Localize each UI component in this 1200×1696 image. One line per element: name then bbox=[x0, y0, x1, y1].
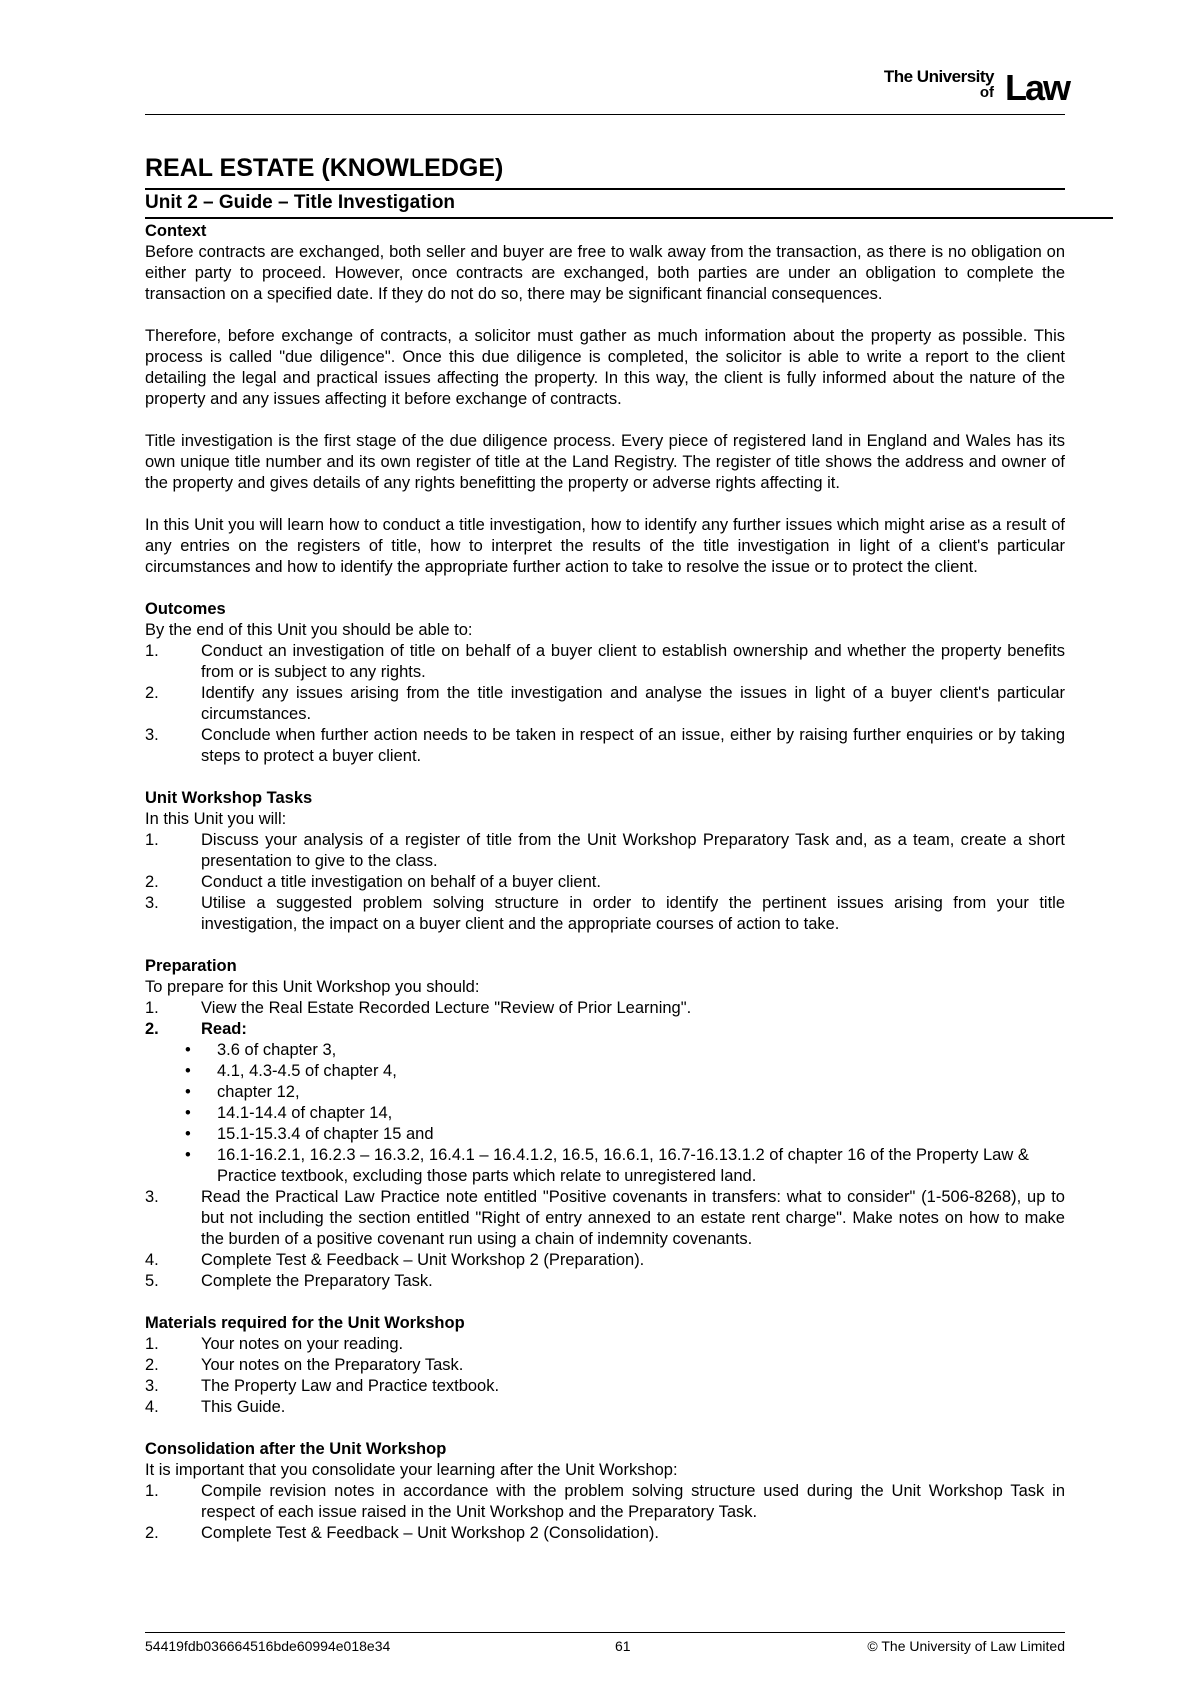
footer-doc-id: 54419fdb036664516bde60994e018e34 bbox=[145, 1638, 391, 1654]
preparation-section bbox=[145, 956, 1065, 1292]
list-number: 1. bbox=[145, 999, 159, 1017]
list-number: 2. bbox=[145, 1524, 159, 1542]
list-item bbox=[145, 893, 1065, 935]
bullet-item bbox=[145, 1145, 1065, 1187]
list-item bbox=[145, 683, 1065, 725]
list-text: The Property Law and Practice textbook. bbox=[201, 1377, 500, 1395]
list-text: Complete Test & Feedback – Unit Workshop 2 (Preparation). bbox=[201, 1251, 645, 1269]
logo-line-2: of bbox=[979, 84, 994, 101]
context-paragraph: In this Unit you will learn how to conduct a title investigation, how to identify any further issues which might arise as a result of any entries on the registers of title, how to interpret the results of the title investigation in light of a client's particular circumstances and how to identify the appropriate further action to take to resolve the issue or to protect the client. bbox=[145, 516, 1065, 576]
list-text: Your notes on your reading. bbox=[201, 1335, 404, 1353]
list-item bbox=[145, 872, 1065, 893]
list-text: Read the Practical Law Practice note entitled "Positive covenants in transfers: what to consider" (1-506-8268), up to but not including the section entitled "Right of entry annexed to an estate rent charge". Make notes on how to make the burden of a positive covenant run using a chain of indemnity covenants. bbox=[201, 1188, 1065, 1248]
header-divider bbox=[145, 114, 1065, 115]
list-text: This Guide. bbox=[201, 1398, 286, 1416]
document-body bbox=[145, 221, 1065, 1544]
tasks-heading: Unit Workshop Tasks bbox=[145, 789, 313, 807]
bullet-text: chapter 12, bbox=[217, 1083, 300, 1101]
list-text: Identify any issues arising from the title investigation and analyse the issues in light of a buyer client's particular circumstances. bbox=[201, 684, 1065, 723]
bullet-item bbox=[145, 1124, 1065, 1145]
list-number: 5. bbox=[145, 1272, 159, 1290]
bullet-icon: • bbox=[185, 1146, 191, 1164]
list-text: Read: bbox=[201, 1020, 247, 1038]
logo-line-3: Law bbox=[1004, 67, 1069, 108]
list-number: 2. bbox=[145, 684, 159, 702]
list-number: 4. bbox=[145, 1398, 159, 1416]
list-item bbox=[145, 1187, 1065, 1250]
list-number: 2. bbox=[145, 1020, 159, 1038]
list-item bbox=[145, 1019, 1065, 1040]
list-number: 2. bbox=[145, 1356, 159, 1374]
context-paragraph: Before contracts are exchanged, both seller and buyer are free to walk away from the transaction, as there is no obligation on either party to proceed. However, once contracts are exchanged, both parties are under an obligation to complete the transaction on a specified date. If they do not do so, there may be significant financial consequences. bbox=[145, 243, 1065, 303]
list-number: 3. bbox=[145, 1188, 159, 1206]
preparation-intro: To prepare for this Unit Workshop you should: bbox=[145, 978, 480, 996]
list-text: View the Real Estate Recorded Lecture "Review of Prior Learning". bbox=[201, 999, 692, 1017]
bullet-text: 16.1-16.2.1, 16.2.3 – 16.3.2, 16.4.1 – 16.4.1.2, 16.5, 16.6.1, 16.7-16.13.1.2 of chapter 16 of the Property Law & Practice textbook, excluding those parts which relate to unregistered land. bbox=[217, 1146, 1029, 1185]
list-number: 1. bbox=[145, 1335, 159, 1353]
list-item bbox=[145, 641, 1065, 683]
tasks-intro: In this Unit you will: bbox=[145, 810, 287, 828]
page-subtitle: Unit 2 – Guide – Title Investigation bbox=[145, 192, 456, 213]
list-text: Your notes on the Preparatory Task. bbox=[201, 1356, 464, 1374]
list-item bbox=[145, 1250, 1065, 1271]
bullet-item bbox=[145, 1082, 1065, 1103]
bullet-text: 3.6 of chapter 3, bbox=[217, 1041, 337, 1059]
list-text: Utilise a suggested problem solving structure in order to identify the pertinent issues arising from your title investigation, the impact on a buyer client and the appropriate courses of action to take. bbox=[201, 894, 1065, 933]
consolidation-heading: Consolidation after the Unit Workshop bbox=[145, 1440, 447, 1458]
list-item bbox=[145, 1481, 1065, 1523]
list-item bbox=[145, 1355, 1065, 1376]
list-number: 3. bbox=[145, 726, 159, 744]
list-text: Discuss your analysis of a register of title from the Unit Workshop Preparatory Task and, as a team, create a short presentation to give to the class. bbox=[201, 831, 1065, 870]
footer-page-number: 61 bbox=[615, 1638, 631, 1654]
list-item bbox=[145, 725, 1065, 767]
list-text: Conduct an investigation of title on behalf of a buyer client to establish ownership and whether the property benefits from or is subject to any rights. bbox=[201, 642, 1065, 681]
university-logo bbox=[859, 66, 1069, 106]
list-number: 1. bbox=[145, 1482, 159, 1500]
materials-heading: Materials required for the Unit Workshop bbox=[145, 1314, 465, 1332]
consolidation-section bbox=[145, 1439, 1065, 1544]
list-number: 3. bbox=[145, 894, 159, 912]
materials-section bbox=[145, 1313, 1065, 1418]
outcomes-heading: Outcomes bbox=[145, 600, 226, 618]
context-paragraph: Title investigation is the first stage of the due diligence process. Every piece of registered land in England and Wales has its own unique title number and its own register of title at the Land Registry. The register of title shows the address and owner of the property and gives details of any rights benefitting the property or adverse rights affecting it. bbox=[145, 432, 1065, 492]
list-number: 4. bbox=[145, 1251, 159, 1269]
outcomes-intro: By the end of this Unit you should be able to: bbox=[145, 621, 473, 639]
list-number: 1. bbox=[145, 642, 159, 660]
preparation-heading: Preparation bbox=[145, 957, 237, 975]
list-text: Complete Test & Feedback – Unit Workshop 2 (Consolidation). bbox=[201, 1524, 659, 1542]
list-item bbox=[145, 1334, 1065, 1355]
list-text: Compile revision notes in accordance with the problem solving structure used during the Unit Workshop Task in respect of each issue raised in the Unit Workshop and the Preparatory Task. bbox=[201, 1482, 1065, 1521]
context-heading: Context bbox=[145, 222, 207, 240]
list-item bbox=[145, 1397, 1065, 1418]
logo-line-1: The University bbox=[883, 67, 994, 86]
list-number: 2. bbox=[145, 873, 159, 891]
tasks-section bbox=[145, 788, 1065, 935]
bullet-icon: • bbox=[185, 1062, 191, 1080]
footer-divider bbox=[145, 1632, 1065, 1633]
bullet-icon: • bbox=[185, 1083, 191, 1101]
bullet-icon: • bbox=[185, 1104, 191, 1122]
title-divider bbox=[145, 188, 1065, 190]
footer-copyright: © The University of Law Limited bbox=[867, 1638, 1065, 1654]
context-section bbox=[145, 221, 1065, 578]
bullet-item bbox=[145, 1040, 1065, 1061]
bullet-icon: • bbox=[185, 1125, 191, 1143]
consolidation-intro: It is important that you consolidate your learning after the Unit Workshop: bbox=[145, 1461, 678, 1479]
page-title: REAL ESTATE (KNOWLEDGE) bbox=[145, 154, 504, 182]
bullet-item bbox=[145, 1103, 1065, 1124]
list-number: 3. bbox=[145, 1377, 159, 1395]
bullet-item bbox=[145, 1061, 1065, 1082]
list-text: Conclude when further action needs to be taken in respect of an issue, either by raising further enquiries or by taking steps to protect a buyer client. bbox=[201, 726, 1065, 765]
list-text: Conduct a title investigation on behalf of a buyer client. bbox=[201, 873, 601, 891]
list-item bbox=[145, 1376, 1065, 1397]
bullet-icon: • bbox=[185, 1041, 191, 1059]
outcomes-section bbox=[145, 599, 1065, 767]
bullet-text: 4.1, 4.3-4.5 of chapter 4, bbox=[217, 1062, 397, 1080]
bullet-text: 15.1-15.3.4 of chapter 15 and bbox=[217, 1125, 434, 1143]
context-paragraph: Therefore, before exchange of contracts, a solicitor must gather as much information about the property as possible. This process is called "due diligence". Once this due diligence is completed, the solicitor is able to write a report to the client detailing the legal and practical issues affecting the property. In this way, the client is fully informed about the nature of the property and any issues affecting it before exchange of contracts. bbox=[145, 327, 1065, 408]
list-number: 1. bbox=[145, 831, 159, 849]
list-item bbox=[145, 1271, 1065, 1292]
list-item bbox=[145, 830, 1065, 872]
list-text: Complete the Preparatory Task. bbox=[201, 1272, 433, 1290]
list-item bbox=[145, 1523, 1065, 1544]
bullet-text: 14.1-14.4 of chapter 14, bbox=[217, 1104, 393, 1122]
subtitle-divider bbox=[145, 217, 1113, 219]
list-item bbox=[145, 998, 1065, 1019]
